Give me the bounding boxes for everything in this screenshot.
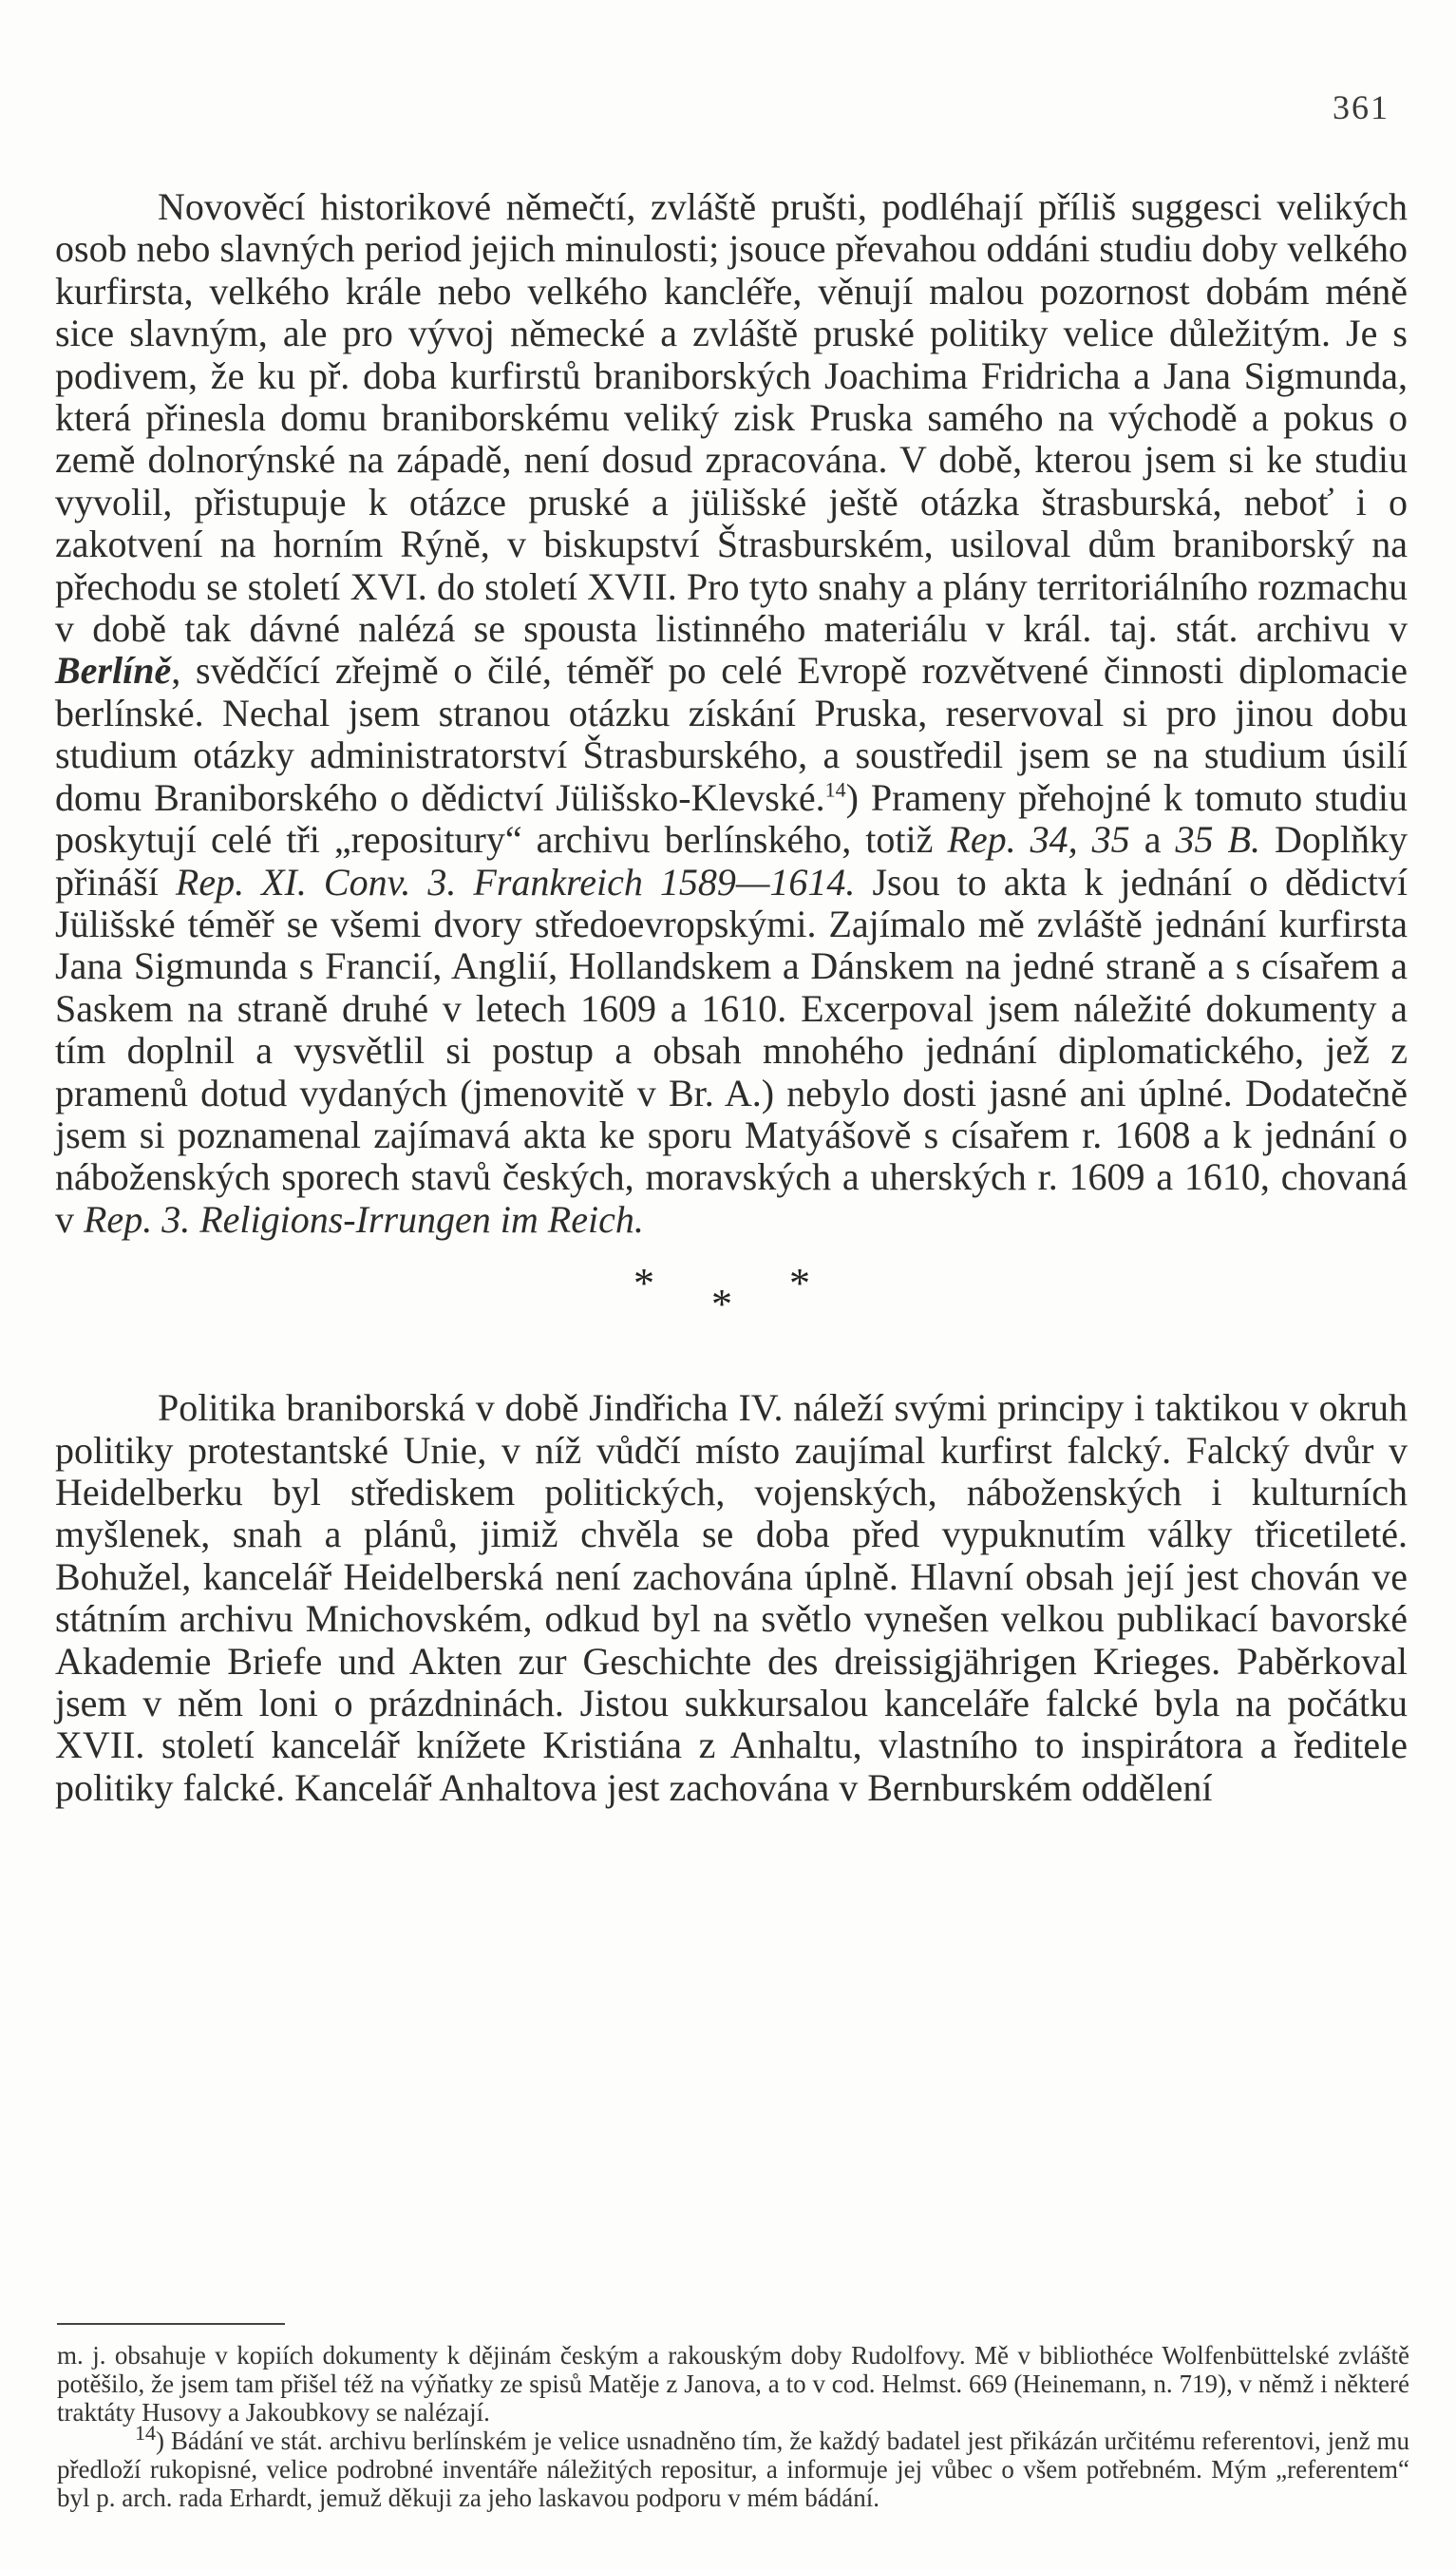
- emphasis-berlin: Berlíně: [55, 649, 172, 693]
- page-number: 361: [1333, 88, 1390, 126]
- text-run: Doplňky přináší: [55, 818, 1409, 904]
- spacer: [55, 1345, 1408, 1387]
- text-run: ) Prameny přehojné k tomuto studiu poskytují celé tři „repositury“ archivu berlínského, totiž: [55, 775, 1408, 862]
- footnote-continued: m. j. obsahuje v kopiích dokumenty k dějinám českým a rakouským doby Rudolfovy. Mě v bibliothéce Wolfenbüttelské zvláště potěšilo, že jsem tam přišel též na výňatky ze spisů Matěje z Janova, a to v cod. Helmst. 669 (Heinemann, n. 719), v němž i některé traktáty Husovy a Jakoubkovy se nalézají.: [57, 2341, 1409, 2427]
- section-separator: [55, 1241, 1408, 1345]
- separator-star: *: [711, 1281, 789, 1328]
- text-run: a: [1129, 818, 1176, 862]
- text-run: Novověcí historikové němečtí, zvláště prušti, podléhají příliš suggesci velikých osob nebo slavných period jejich minulosti; jsouce převahou oddáni studiu doby velkého kurfirsta, velkého krále nebo velkého kancléře, věnují malou pozornost dobám méně sice slavným, ale pro vývoj německé a zvláště pruské politiky velice důležitým. Je s podivem, že ku př. doba kurfirstů braniborských Joachima Fridricha a Jana Sigmunda, která přinesla domu braniborskému veliký zisk Pruska samého na východě a pokus o země dolnorýnské na západě, není dosud zpracována. V době, kterou jsem si ke studiu vyvolil, přistupuje k otázce pruské a jülišské ještě otázka štrasburská, neboť i o zakotvení na horním Rýně, v biskupství Štrasburském, usiloval dům braniborský na přechodu se století XVI. do století XVII. Pro tyto snahy a plány territoriálního rozmachu v době tak dávné nalézá se spousta listinného materiálu v král. taj. stát. archivu v: [55, 185, 1408, 651]
- footnote-14-text: ) Bádání ve stát. archivu berlínském je velice usnadněno tím, že každý badatel jest přikázán určitému referentovi, jenž mu předloží rukopisné, velice podrobné inventáře náležitých repositur, a informuje jej vůbec o všem potřebném. Mým „referentem“ byl p. arch. rada Erhardt, jemuž děkuji za jeho laskavou podporu v mém bádání.: [57, 2427, 1409, 2512]
- paragraph-palatinate-policy: Politika braniborská v době Jindřicha IV. náleží svými principy i taktikou v okruh politiky protestantské Unie, v níž vůdčí místo zaujímal kurfirst falcký. Falcký dvůr v Heidelberku byl střediskem politických, vojenských, náboženských i kulturních myšlenek, snah a plánů, jimiž chvěla se doba před vypuknutím války třicetileté. Bohužel, kancelář Heidelberská není zachována úplně. Hlavní obsah její jest chován ve státním archivu Mnichovském, odkud byl na světlo vynešen velkou publikací bavorské Akademie Briefe und Akten zur Geschichte des dreissigjährigen Krieges. Paběrkoval jsem v něm loni o prázdninách. Jistou sukkursalou kanceláře falcké byla na počátku XVII. století kancelář knížete Kristiána z Anhaltu, vlastního to inspirátora a ředitele politiky falcké. Kancelář Anhaltova jest zachována v Bernburském oddělení: [55, 1386, 1408, 1809]
- footnotes: [57, 2341, 1409, 2512]
- citation-rep-3: Rep. 3. Religions-Irrungen im Reich.: [84, 1197, 644, 1241]
- text-run: , svědčící zřejmě o čilé, téměř po celé Evropě rozvětvené činnosti diplomacie berlínské. Nechal jsem stranou otázku získání Pruska, reservoval si pro jinou dobu studium otázky administratorství Štrasburského, a soustředil jsem se na studium úsilí domu Braniborského o dědictví Jülišsko-Klevské.: [55, 649, 1408, 819]
- footnote-14: [57, 2421, 1409, 2512]
- footnote-divider: [57, 2323, 285, 2325]
- separator-star: *: [633, 1260, 711, 1307]
- citation-rep-xi: Rep. XI. Conv. 3. Frankreich 1589—1614.: [175, 860, 856, 904]
- citation-rep-35b: 35 B.: [1175, 818, 1260, 862]
- separator-star: *: [789, 1260, 867, 1307]
- footnote-ref-14[interactable]: 14: [824, 777, 846, 802]
- main-text: [55, 186, 1408, 1809]
- citation-rep-34-35: Rep. 34, 35: [947, 818, 1130, 862]
- footnote-mark-14: 14: [135, 2421, 156, 2445]
- text-run: Jsou to akta k jednání o dědictví Jülišské téměř se všemi dvory středoevropskými. Zajímalo mě zvláště jednání kurfirsta Jana Sigmunda s Francií, Anglií, Hollandskem a Dánskem na jedné straně a s císařem a Saskem na straně druhé v letech 1609 a 1610. Excerpoval jsem náležité dokumenty a tím doplnil a vysvětlil si postup a obsah mnohého jednání diplomatického, jež z pramenů dotud vydaných (jmenovitě v Br. A.) nebylo dosti jasné ani úplné. Dodatečně jsem si poznamenal zajímavá akta ke sporu Matyášově s císařem r. 1608 a k jednání o náboženských sporech stavů českých, moravských a uherských r. 1609 a 1610, chovaná v: [55, 860, 1409, 1241]
- paragraph-brandenburg-archives: [55, 186, 1408, 1241]
